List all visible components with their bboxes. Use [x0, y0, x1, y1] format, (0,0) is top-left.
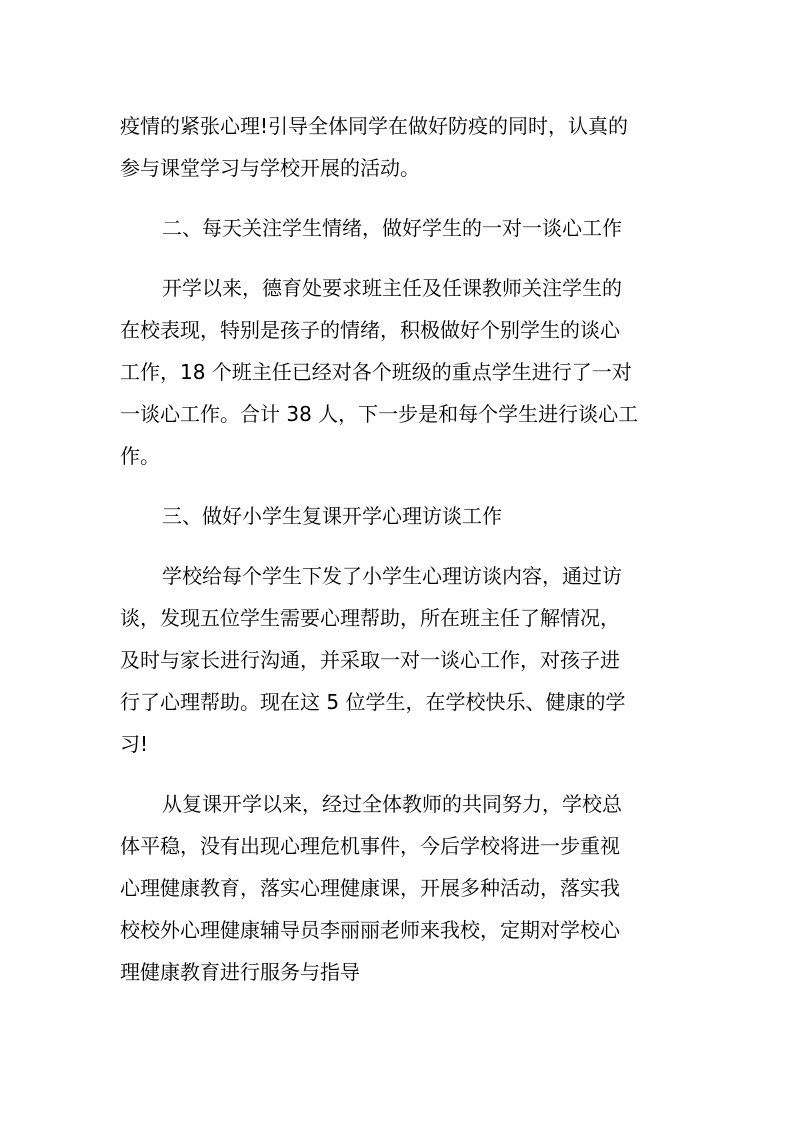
section-heading-2: 二、每天关注学生情绪，做好学生的一对一谈心工作: [162, 216, 622, 240]
paragraph-2-line-4: 一谈心工作。合计 38 人，下一步是和每个学生进行谈心工: [120, 402, 639, 426]
paragraph-2-line-3: 工作，18 个班主任已经对各个班级的重点学生进行了一对: [120, 360, 632, 384]
paragraph-4-line-5: 理健康教育进行服务与指导: [120, 960, 360, 984]
paragraph-1-line-2: 参与课堂学习与学校开展的活动。: [120, 156, 420, 180]
paragraph-2-line-2: 在校表现，特别是孩子的情绪，积极做好个别学生的谈心: [120, 318, 620, 342]
paragraph-3-line-3: 及时与家长进行沟通，并采取一对一谈心工作，对孩子进: [120, 648, 620, 672]
paragraph-3-line-5: 习!: [120, 732, 149, 756]
paragraph-4-line-1: 从复课开学以来，经过全体教师的共同努力，学校总: [162, 792, 622, 816]
section-heading-3: 三、做好小学生复课开学心理访谈工作: [162, 504, 502, 528]
paragraph-3-line-4: 行了心理帮助。现在这 5 位学生，在学校快乐、健康的学: [120, 690, 626, 714]
paragraph-1-line-1: 疫情的紧张心理!引导全体同学在做好防疫的同时，认真的: [120, 114, 629, 138]
paragraph-2-line-5: 作。: [120, 444, 160, 468]
paragraph-4-line-4: 校校外心理健康辅导员李丽丽老师来我校，定期对学校心: [120, 918, 620, 942]
paragraph-3-line-1: 学校给每个学生下发了小学生心理访谈内容，通过访: [162, 564, 622, 588]
paragraph-4-line-2: 体平稳，没有出现心理危机事件，今后学校将进一步重视: [120, 834, 620, 858]
paragraph-4-line-3: 心理健康教育，落实心理健康课，开展多种活动，落实我: [120, 876, 620, 900]
paragraph-2-line-1: 开学以来，德育处要求班主任及任课教师关注学生的: [162, 276, 622, 300]
paragraph-3-line-2: 谈，发现五位学生需要心理帮助，所在班主任了解情况，: [120, 606, 620, 630]
